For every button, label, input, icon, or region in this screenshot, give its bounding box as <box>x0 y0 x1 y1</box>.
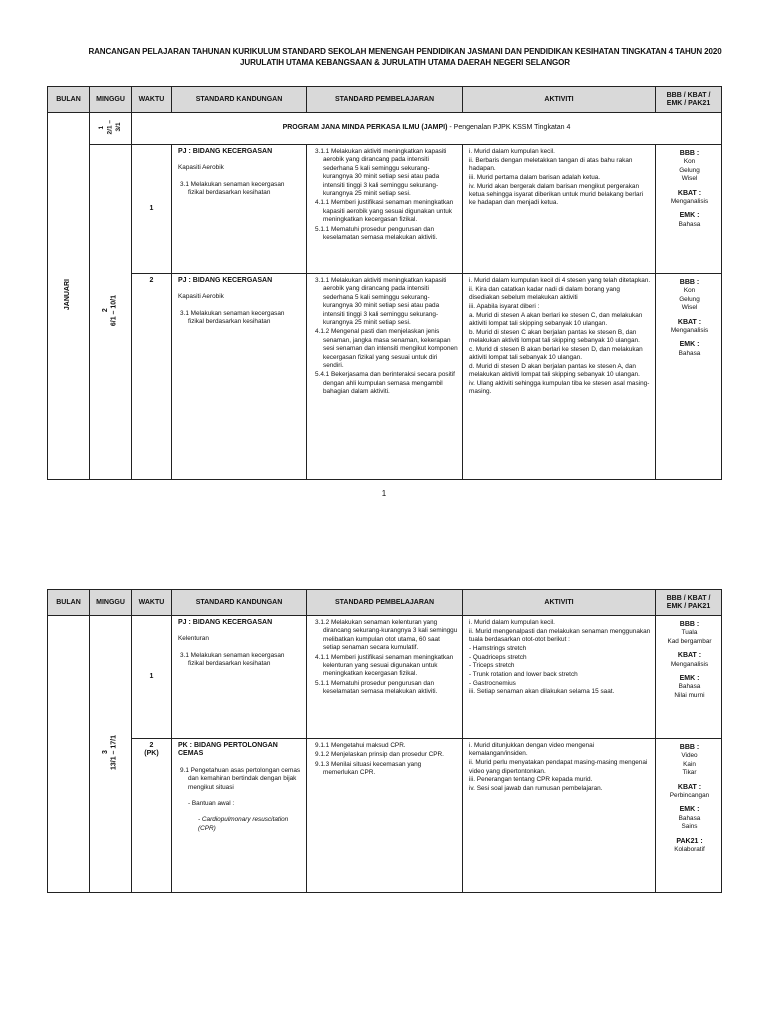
aktiviti-item: i. Murid dalam kumpulan kecil. <box>469 148 555 155</box>
bbb-value: Kon <box>683 287 696 295</box>
bbb-value: Tikar <box>682 769 697 777</box>
minggu-cell <box>90 145 132 480</box>
minggu-1-label: 1 2/1 – 3/1 <box>97 119 122 135</box>
sp-item: 3.1.2 Melakukan senaman kelenturan yang dirancang sekurang-kurangnya 3 kali seminggu melibatkan kumpulan otot utama, 60 saat setiap senaman secara kumulatif. <box>315 619 458 652</box>
header-waktu: WAKTU <box>132 590 172 616</box>
standard-pembelajaran-cell <box>307 274 463 480</box>
bbb-value: Kon <box>683 158 696 166</box>
bbb-value: Kad bergambar <box>667 637 712 645</box>
bbb-value: Wisel <box>681 175 698 183</box>
emk-label: EMK : <box>679 675 700 683</box>
table-row <box>48 616 722 739</box>
sp-item: 4.1.2 Mengenal pasti dan menjelaskan jenis senaman, jangka masa senaman, kekerapan sesi senaman dan intensiti mengikut komponen kecergasan fizikal yang sesuai untuk diri sendiri. <box>315 328 458 370</box>
kbat-label: KBAT : <box>677 189 702 197</box>
emk-value: Nilai murni <box>674 691 705 699</box>
aktiviti-item: iii. Apabila isyarat diberi : <box>469 302 540 310</box>
aktiviti-item: - Trunk rotation and lower back stretch <box>469 670 578 678</box>
header-waktu: WAKTU <box>132 87 172 113</box>
kbat-label: KBAT : <box>677 652 702 660</box>
aktiviti-item: iii. Setiap senaman akan dilakukan selama 15 saat. <box>469 688 615 696</box>
sk-subheading: Kapasiti Aerobik <box>178 293 224 301</box>
sk-heading: PJ : BIDANG KECERGASAN <box>178 148 273 155</box>
sk-item: 3.1 Melakukan senaman kecergasan fizikal berdasarkan kesihatan <box>180 309 285 326</box>
aktiviti-item: - Hamstrings stretch <box>469 644 527 652</box>
waktu-cell: 1 <box>132 145 172 274</box>
sp-item: 5.1.1 Mematuhi prosedur pengurusan dan keselamatan semasa melakukan aktiviti. <box>315 679 438 696</box>
sp-item: 9.1.2 Menjelaskan prinsip dan prosedur CPR. <box>315 751 444 759</box>
sp-item: 3.1.1 Melakukan aktiviti meningkatkan kapasiti aerobik yang dirancang pada intensiti sederhana 5 kali seminggu sekurang-kurangnya 30 minit setiap sesi atau pada intensiti tinggi 3 kali seminggu sekurang-kurangnya 25 minit setiap sesi. <box>315 148 447 198</box>
bbb-label: BBB : <box>679 621 700 628</box>
emk-value: Bahasa <box>678 683 701 691</box>
bbb-cell <box>656 739 722 893</box>
aktiviti-item: iv. Murid akan bergerak dalam barisan mengikut pergerakan ketua sehingga isyarat diberikan untuk murid belakang berlari ke hadapan dan menjadi ketua. <box>469 182 644 207</box>
kbat-value: Menganalisis <box>670 327 709 335</box>
sp-item: 3.1.1 Melakukan aktiviti meningkatkan kapasiti aerobik yang dirancang pada intensiti sederhana 5 kali seminggu sekurang-kurangnya 30 minit setiap sesi atau pada intensiti tinggi 3 kali seminggu sekurang-kurangnya 25 minit setiap sesi. <box>315 277 447 327</box>
kbat-label: KBAT : <box>677 318 702 326</box>
header-standard-pembelajaran: STANDARD PEMBELAJARAN <box>307 590 463 616</box>
table-row <box>48 274 722 480</box>
bbb-label: BBB : <box>679 150 700 157</box>
header-standard-kandungan: STANDARD KANDUNGAN <box>172 590 307 616</box>
emk-value: Bahasa <box>678 349 701 357</box>
emk-value: Bahasa <box>678 220 701 228</box>
aktiviti-item: - Quadriceps stretch <box>469 653 527 661</box>
bulan-cell <box>48 616 90 893</box>
banner-title: PROGRAM JANA MINDA PERKASA ILMU (JAMPI) <box>282 124 448 132</box>
minggu-cell <box>90 113 132 145</box>
standard-kandungan-cell <box>172 739 307 893</box>
pak21-label: PAK21 : <box>676 837 703 845</box>
sp-item: 9.1.1 Mengetahui maksud CPR. <box>315 742 406 749</box>
waktu-cell: 2 <box>132 274 172 480</box>
aktiviti-cell <box>463 739 656 893</box>
sk-bantuan-awal: - Bantuan awal : <box>188 800 235 808</box>
aktiviti-item: c. Murid di stesen B akan berlari ke stesen D, dan melakukan aktiviti lompat tali sebanyak 10 ulangan. <box>469 345 643 362</box>
bulan-cell <box>48 113 90 480</box>
sp-item: 4.1.1 Memberi justifikasi senaman meningkatkan kapasiti aerobik yang sesuai digunakan untuk meningkatkan kecergasan fizikal. <box>315 199 454 224</box>
aktiviti-cell <box>463 616 656 739</box>
aktiviti-item: d. Murid di stesen D akan berjalan pantas ke stesen A, dan melakukan aktiviti lompat tali skipping sebanyak 10 ulangan. <box>469 362 640 379</box>
lesson-plan-table-2 <box>47 589 722 893</box>
lesson-plan-table-1 <box>47 86 722 480</box>
header-standard-pembelajaran: STANDARD PEMBELAJARAN <box>307 87 463 113</box>
header-aktiviti: AKTIVITI <box>463 590 656 616</box>
sp-item: 4.1.1 Memberi justifikasi senaman meningkatkan kelenturan yang sesuai digunakan untuk meningkatkan kecergasan fizikal. <box>315 653 454 678</box>
aktiviti-item: b. Murid di stesen C akan berjalan pantas ke stesen B, dan melakukan aktiviti lompat tali skipping sebanyak 10 ulangan. <box>469 328 640 345</box>
aktiviti-item: iii. Murid pertama dalam barisan adalah ketua. <box>469 173 601 181</box>
kbat-value: Perbincangan <box>669 792 710 800</box>
aktiviti-item: iii. Penerangan tentang CPR kepada murid. <box>469 776 593 784</box>
table-header-row <box>48 590 722 616</box>
standard-kandungan-cell <box>172 274 307 480</box>
header-minggu: MINGGU <box>90 87 132 113</box>
kbat-value: Menganalisis <box>670 198 709 206</box>
minggu-cell <box>90 616 132 893</box>
sk-item: 3.1 Melakukan senaman kecergasan fizikal berdasarkan kesihatan <box>180 180 285 197</box>
kbat-label: KBAT : <box>677 783 702 791</box>
bbb-value: Wisel <box>681 304 698 312</box>
bbb-value: Video <box>681 752 698 760</box>
aktiviti-item: iv. Sesi soal jawab dan rumusan pembelajaran. <box>469 784 603 792</box>
bbb-value: Kain <box>683 760 696 768</box>
header-bbb: BBB / KBAT / EMK / PAK21 <box>656 590 722 616</box>
table-row <box>48 113 722 145</box>
document-title: RANCANGAN PELAJARAN TAHUNAN KURIKULUM STANDARD SEKOLAH MENENGAH PENDIDIKAN JASMANI DAN PENDIDIKAN KESIHATAN TINGKATAN 4 TAHUN 2020 JURULATIH UTAMA KEBANGSAAN & JURULATIH UTAMA DAERAH NEGERI SELANGOR <box>88 47 722 67</box>
bulan-label: JANUARI <box>64 278 72 310</box>
emk-label: EMK : <box>679 212 700 220</box>
header-standard-kandungan: STANDARD KANDUNGAN <box>172 87 307 113</box>
standard-pembelajaran-cell <box>307 739 463 893</box>
aktiviti-item: i. Murid ditunjukkan dengan video mengenai kemalangan/insiden. <box>469 742 595 758</box>
pak21-value: Kolaboratif <box>674 846 705 854</box>
sp-item: 5.4.1 Bekerjasama dan berinteraksi secara positif dengan ahli kumpulan semasa mengambil bahagian dalam aktiviti. <box>315 371 455 396</box>
bbb-value: Gelung <box>679 295 700 303</box>
sk-heading: PJ : BIDANG KECERGASAN <box>178 619 273 626</box>
table-row <box>48 739 722 893</box>
bbb-value: Tuala <box>681 629 698 637</box>
bbb-cell <box>656 145 722 274</box>
aktiviti-cell <box>463 274 656 480</box>
sk-item: 3.1 Melakukan senaman kecergasan fizikal berdasarkan kesihatan <box>180 651 285 668</box>
bbb-label: BBB : <box>679 279 700 286</box>
emk-label: EMK : <box>679 806 700 814</box>
minggu-3-label: 3 13/1 – 17/1 <box>102 734 118 770</box>
sk-heading: PJ : BIDANG KECERGASAN <box>178 277 273 284</box>
waktu-cell: 2 (PK) <box>132 739 172 893</box>
emk-label: EMK : <box>679 341 700 349</box>
aktiviti-item: ii. Murid mengenalpasti dan melakukan senaman menggunakan tuala berdasarkan otot-otot berikut : <box>469 627 651 644</box>
header-bulan: BULAN <box>48 87 90 113</box>
bbb-cell <box>656 616 722 739</box>
header-bbb: BBB / KBAT / EMK / PAK21 <box>656 87 722 113</box>
aktiviti-item: - Gastrocnemius <box>469 679 516 687</box>
aktiviti-item: ii. Kira dan catatkan kadar nadi di dalam borang yang disediakan sebelum melakukan aktiviti <box>469 285 620 302</box>
emk-value: Bahasa <box>678 814 701 822</box>
bbb-label: BBB : <box>679 744 700 751</box>
aktiviti-item: a. Murid di stesen A akan berlari ke stesen C, dan melakukan aktiviti lompat tali skipping sebanyak 10 ulangan. <box>469 311 643 327</box>
sk-subheading: Kapasiti Aerobik <box>178 164 224 172</box>
sk-item: 9.1 Pengetahuan asas pertolongan cemas dan kemahiran bertindak dengan bijak mengikut situasi <box>180 766 301 791</box>
kbat-value: Menganalisis <box>670 660 709 668</box>
aktiviti-item: ii. Berbaris dengan meletakkan tangan di atas bahu rakan hadapan. <box>469 156 633 173</box>
page-number: 1 <box>381 489 387 498</box>
minggu-2-label: 2 6/1 – 10/1 <box>102 294 118 326</box>
standard-kandungan-cell <box>172 616 307 739</box>
header-aktiviti: AKTIVITI <box>463 87 656 113</box>
program-banner <box>132 113 722 145</box>
waktu-cell: 1 <box>132 616 172 739</box>
sk-heading: PK : BIDANG PERTOLONGAN CEMAS <box>178 742 278 758</box>
aktiviti-item: ii. Murid perlu menyatakan pendapat masing-masing mengenai video yang dipertontonkan. <box>469 759 648 775</box>
aktiviti-item: i. Murid dalam kumpulan kecil. <box>469 619 555 626</box>
emk-value: Sains <box>681 823 698 831</box>
banner-subtitle: - Pengenalan PJPK KSSM Tingkatan 4 <box>447 124 571 132</box>
aktiviti-item: iv. Ulang aktiviti sehingga kumpulan tiba ke stesen asal masing-masing. <box>469 379 650 396</box>
standard-pembelajaran-cell <box>307 616 463 739</box>
bbb-cell <box>656 274 722 480</box>
bbb-value: Gelung <box>679 166 700 174</box>
table-row <box>48 145 722 274</box>
header-bulan: BULAN <box>48 590 90 616</box>
sk-cpr: - Cardiopulmonary resuscitation (CPR) <box>198 816 289 832</box>
standard-kandungan-cell <box>172 145 307 274</box>
standard-pembelajaran-cell <box>307 145 463 274</box>
aktiviti-item: - Triceps stretch <box>469 662 515 670</box>
aktiviti-item: i. Murid dalam kumpulan kecil di 4 stesen yang telah ditetapkan. <box>469 277 651 284</box>
sp-item: 5.1.1 Mematuhi prosedur pengurusan dan keselamatan semasa melakukan aktiviti. <box>315 225 438 242</box>
table-header-row <box>48 87 722 113</box>
header-minggu: MINGGU <box>90 590 132 616</box>
sk-subheading: Kelenturan <box>178 635 209 643</box>
sp-item: 9.1.3 Menilai situasi kecemasan yang memerlukan CPR. <box>315 760 422 777</box>
aktiviti-cell <box>463 145 656 274</box>
